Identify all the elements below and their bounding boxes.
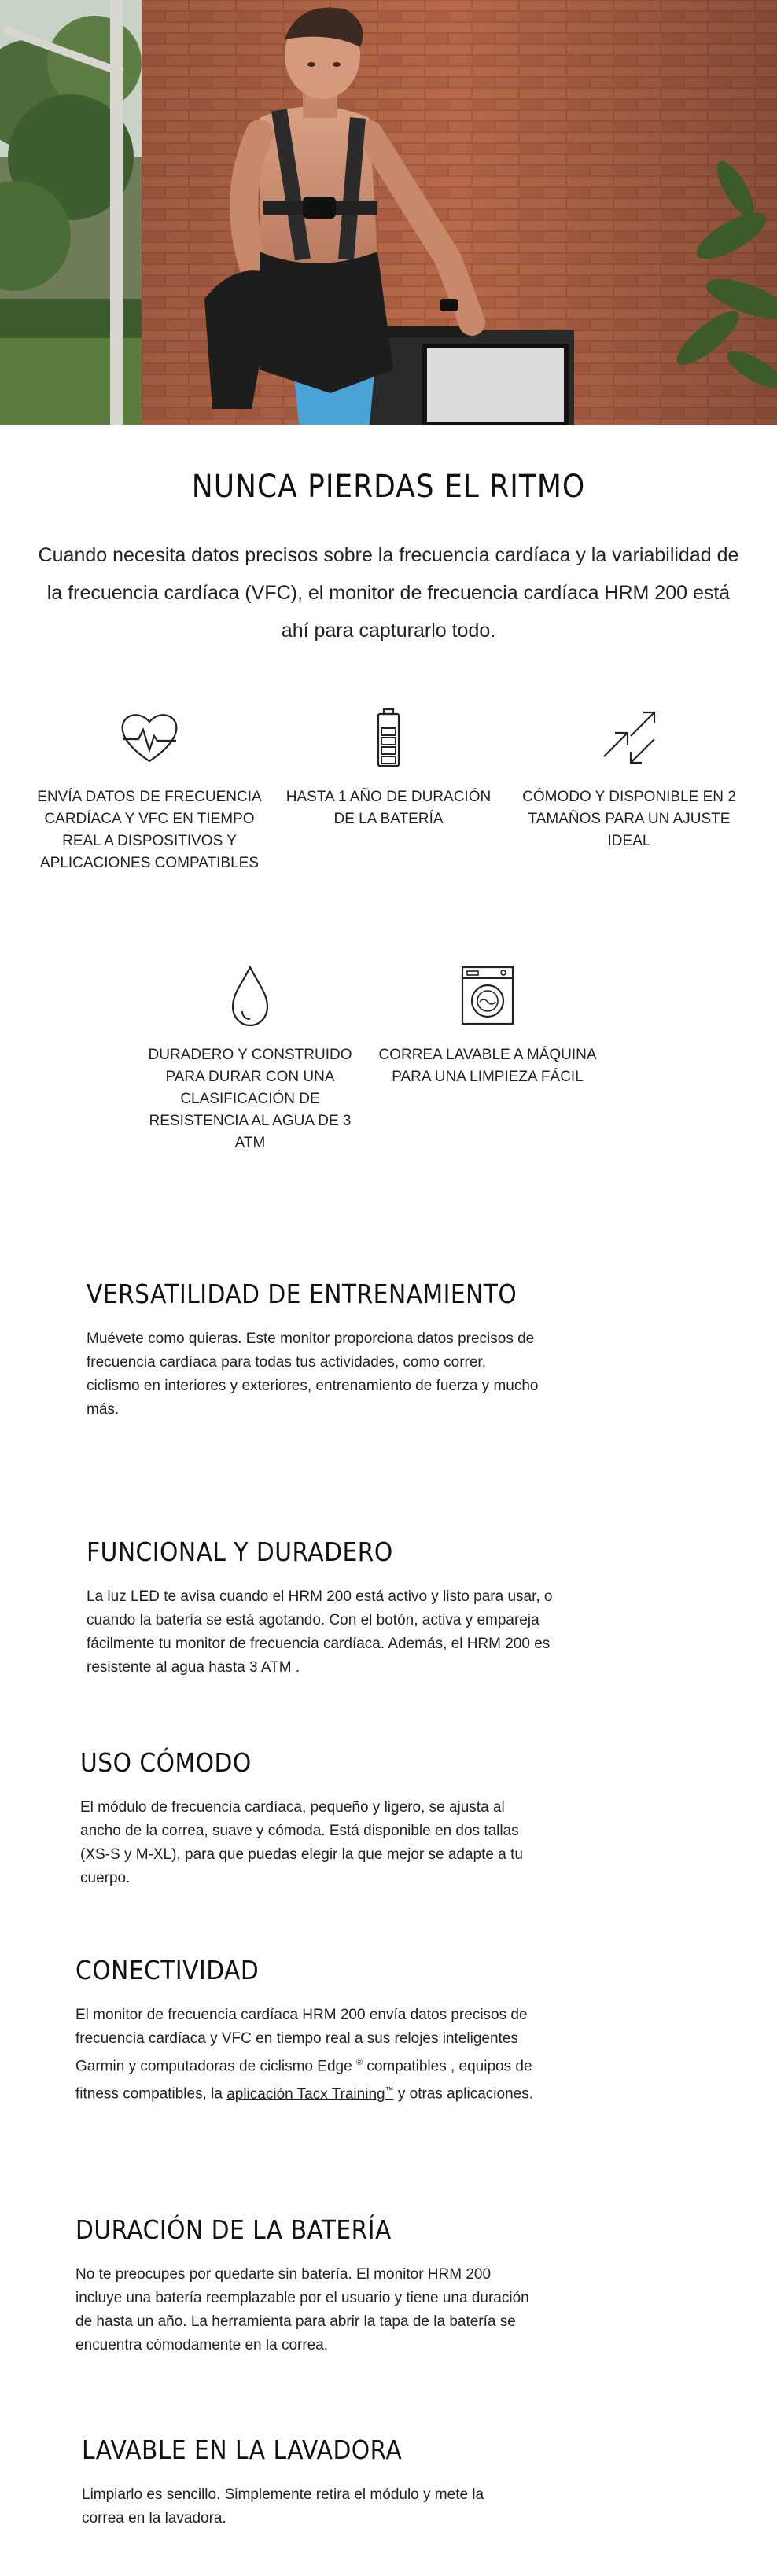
washing-machine-icon	[456, 964, 519, 1027]
section-body-connectivity	[75, 2004, 539, 2107]
connectivity-text-c: y otras aplicaciones.	[397, 2085, 534, 2103]
feature-water-resistance	[142, 964, 359, 1154]
intro-text: Cuando necesita datos precisos sobre la frecuencia cardíaca y la variabilidad de la frecuencia cardíaca (VFC), el monitor de frecuencia cardíaca HRM 200 está ahí para capturarlo todo.	[38, 544, 739, 642]
section-body-comfort: El módulo de frecuencia cardíaca, pequeño y ligero, se ajusta al ancho de la correa, suave y cómoda. Está disponible en dos tallas (XS-S y M-XL), para que puedas elegir la que mejor se adapte a tu cuerpo.	[80, 1799, 523, 1886]
durable-end: .	[295, 1659, 300, 1676]
feature-battery	[280, 706, 497, 830]
water-drop-icon	[219, 964, 282, 1027]
battery-icon	[357, 706, 420, 769]
heart-rate-icon	[118, 706, 181, 769]
section-title-washable: LAVABLE EN LA LAVADORA	[82, 2434, 403, 2465]
tacx-training-app-link[interactable]	[226, 2086, 393, 2103]
section-title-versatility: VERSATILIDAD DE ENTRENAMIENTO	[87, 1279, 517, 1309]
feature-heart-rate	[31, 706, 267, 874]
section-title-connectivity: CONECTIVIDAD	[75, 1955, 260, 1985]
feature-label: ENVÍA DATOS DE FRECUENCIA CARDÍACA Y VFC EN TIEMPO REAL A DISPOSITIVOS Y APLICACIONES COMPATIBLES	[37, 789, 262, 871]
section-body-battery: No te preocupes por quedarte sin batería. El monitor HRM 200 incluye una batería reemplazable por el usuario y tiene una duración de hasta un año. La herramienta para abrir la tapa de la batería se encuentra cómodamente en la correa.	[75, 2266, 529, 2353]
durable-text: La luz LED te avisa cuando el HRM 200 está activo y listo para usar, o cuando la batería se está agotando. Con el botón, activa y empareja fácilmente tu monitor de frecuencia cardíaca. Además, el HRM 200 es resistente al	[87, 1588, 553, 1676]
resize-arrows-icon	[598, 706, 661, 769]
feature-label: DURADERO Y CONSTRUIDO PARA DURAR CON UNA CLASIFICACIÓN DE RESISTENCIA AL AGUA DE 3 ATM	[148, 1047, 352, 1151]
section-body-washable: Limpiarlo es sencillo. Simplemente retira el módulo y mete la correa en la lavadora.	[82, 2486, 484, 2526]
section-title-durable: FUNCIONAL Y DURADERO	[87, 1536, 393, 1567]
page-title: NUNCA PIERDAS EL RITMO	[191, 469, 586, 505]
feature-sizes	[511, 706, 747, 852]
connectivity-text-a: El monitor de frecuencia cardíaca HRM 200 envía datos precisos de frecuencia cardíaca y VFC en tiempo real a sus relojes inteligentes Garmin y computadoras de ciclismo Edge	[75, 2007, 528, 2075]
feature-label: CÓMODO Y DISPONIBLE EN 2 TAMAÑOS PARA UN AJUSTE IDEAL	[522, 789, 736, 849]
hero-image	[0, 0, 777, 425]
connectivity-text-b: compatibles , equipos de fitness compatibles, la	[75, 2058, 532, 2103]
registered-mark: ®	[355, 2058, 363, 2067]
section-body-durable	[87, 1585, 558, 1680]
trademark-mark: ™	[385, 2085, 394, 2096]
feature-label: HASTA 1 AÑO DE DURACIÓN DE LA BATERÍA	[285, 789, 492, 827]
section-title-comfort: USO CÓMODO	[80, 1747, 252, 1778]
feature-washable	[377, 964, 598, 1088]
feature-label: CORREA LAVABLE A MÁQUINA PARA UNA LIMPIEZA FÁCIL	[378, 1047, 597, 1085]
tacx-link-label: aplicación Tacx Training	[226, 2085, 385, 2103]
section-body-versatility: Muévete como quieras. Este monitor proporciona datos precisos de frecuencia cardíaca para todas tus actividades, como correr, ciclismo en interiores y exteriores, entrenamiento de fuerza y mucho más.	[87, 1330, 539, 1418]
section-title-battery: DURACIÓN DE LA BATERÍA	[75, 2214, 392, 2245]
hero-illustration	[0, 0, 777, 425]
water-resistance-link[interactable]: agua hasta 3 ATM	[171, 1659, 292, 1676]
